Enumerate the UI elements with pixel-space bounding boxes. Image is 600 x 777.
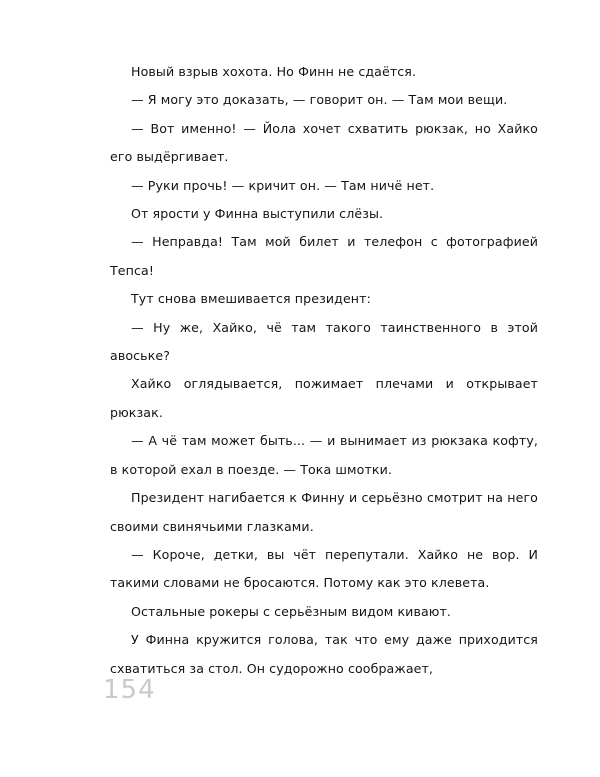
- paragraph: — Ну же, Хайко, чё там такого таинственного в этой авоське?: [110, 319, 538, 364]
- paragraph: — Короче, детки, вы чёт перепутали. Хайко не вор. И такими словами не бросаются. Потому как это клевета.: [110, 546, 538, 591]
- paragraph: — А чё там может быть... — и вынимает из рюкзака кофту, в которой ехал в поезде. — Тока шмотки.: [110, 433, 538, 477]
- paragraph: От ярости у Финна выступили слёзы.: [131, 206, 384, 222]
- page-number: 154: [103, 675, 156, 705]
- paragraph: — Неправда! Там мой билет и телефон с фотографией Тепса!: [110, 234, 538, 278]
- paragraph: — Я могу это доказать, — говорит он. — Там мои вещи.: [131, 92, 508, 108]
- paragraph: Тут снова вмешивается президент:: [131, 291, 371, 307]
- paragraph: У Финна кружится голова, так что ему даже приходится схватиться за стол. Он судорожно соображает,: [110, 632, 538, 676]
- paragraph: Президент нагибается к Финну и серьёзно смотрит на него своими свинячьими глазками.: [110, 490, 538, 534]
- paragraph: Хайко оглядывается, пожимает плечами и открывает рюкзак.: [110, 376, 538, 420]
- paragraph: Остальные рокеры с серьёзным видом кивают.: [131, 603, 452, 619]
- paragraph: Новый взрыв хохота. Но Финн не сдаётся.: [131, 64, 417, 79]
- page-text-body: [110, 58, 538, 683]
- paragraph: — Руки прочь! — кричит он. — Там ничё нет.: [131, 177, 435, 193]
- paragraph: — Вот именно! — Йола хочет схватить рюкзак, но Хайко его выдёргивает.: [110, 120, 538, 165]
